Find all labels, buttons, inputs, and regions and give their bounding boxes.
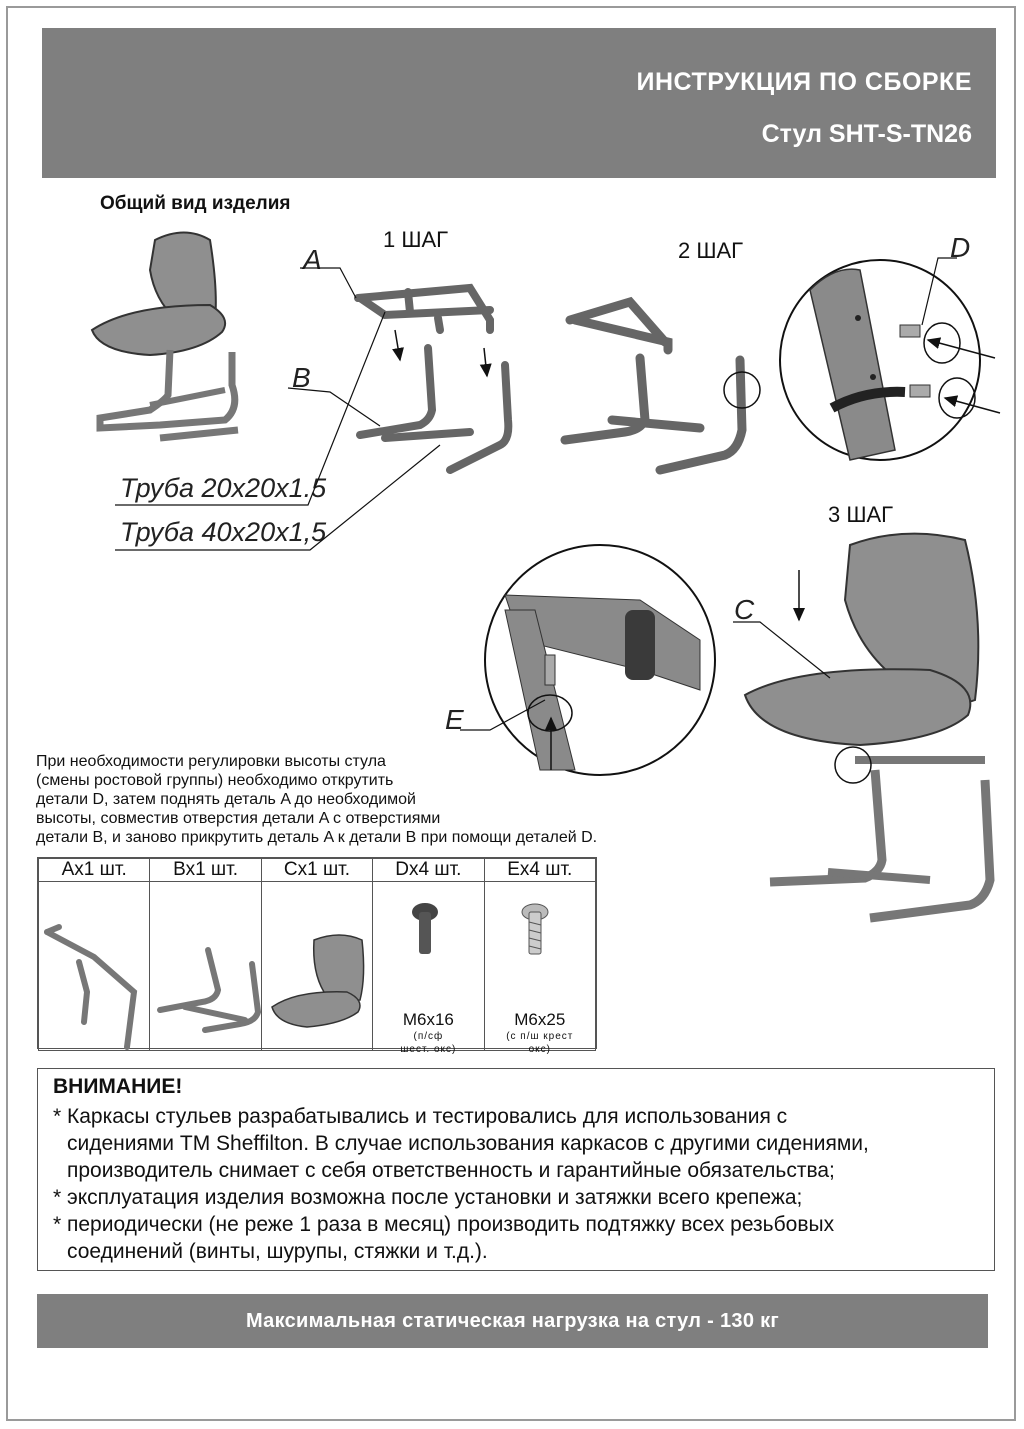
step1-frames-illustration: [358, 288, 508, 470]
part-d-desc: [373, 1030, 483, 1043]
callout-a: A: [303, 244, 322, 275]
note-line: детали B, и заново прикрутить деталь A к детали B при помощи деталей D.: [36, 829, 598, 846]
screw-d-icon: [373, 882, 480, 962]
warning-line: * Каркасы стульев разрабатывались и тестировались для использования с: [53, 1105, 788, 1128]
part-c-illustration: [262, 882, 369, 1050]
overview-label: Общий вид изделия: [100, 193, 291, 214]
tube-label-1: Труба 20х20х1.5: [120, 473, 327, 503]
callout-c: C: [734, 594, 755, 625]
height-adjustment-note: [36, 752, 736, 847]
leader-tube2: [115, 445, 440, 550]
product-name: Стул SHT-S-TN26: [761, 120, 972, 148]
parts-header-e: Ех4 шт.: [484, 859, 595, 882]
warning-line: * эксплуатация изделия возможна после установки и затяжки всего крепежа;: [53, 1186, 803, 1209]
warning-title: ВНИМАНИЕ!: [53, 1075, 183, 1098]
leader-b: [288, 388, 380, 426]
part-e-size: М6х25: [514, 1010, 566, 1029]
callout-b: B: [292, 362, 311, 393]
note-line: (смены ростовой группы) необходимо открутить: [36, 772, 394, 789]
part-e-desc-line1: (с п/ш крест: [506, 1031, 574, 1042]
step1-arrow-down-1: [395, 330, 400, 360]
part-d-size: М6х16: [402, 1010, 454, 1029]
part-e-desc: [485, 1030, 595, 1043]
callout-e: E: [445, 704, 464, 735]
part-e-cell: [485, 882, 595, 1055]
callout-d: D: [950, 232, 971, 263]
tube-label-2: Труба 40х20х1,5: [120, 517, 327, 547]
warning-line: * периодически (не реже 1 раза в месяц) производить подтяжку всех резьбовых: [53, 1213, 835, 1236]
part-c-cell: [262, 882, 372, 1050]
warning-line: сидениями ТМ Sheffilton. В случае использования каркасов с другими сидениями,: [67, 1132, 869, 1155]
parts-header-a: Ах1 шт.: [39, 859, 150, 882]
parts-header-b: Вх1 шт.: [150, 859, 261, 882]
step3-label: 3 ШАГ: [828, 502, 894, 527]
step3-detail-circle: [835, 747, 871, 783]
step1-label: 1 ШАГ: [383, 227, 449, 252]
note-line: детали D, затем поднять деталь A до необходимой: [36, 791, 416, 808]
warning-line: соединений (винты, шурупы, стяжки и т.д.).: [67, 1240, 488, 1263]
parts-header-d: Dх4 шт.: [373, 859, 484, 882]
part-b-cell: [150, 882, 260, 1050]
part-e-desc-line2: окс): [528, 1044, 551, 1055]
warning-box: [37, 1068, 995, 1271]
part-e-desc2: [485, 1043, 595, 1056]
parts-header-c: Сх1 шт.: [261, 859, 372, 882]
part-d-desc-line2: шест. окс): [400, 1044, 457, 1055]
parts-table: [37, 857, 597, 1055]
part-d-cell: [373, 882, 483, 1055]
part-a-cell: [39, 882, 149, 1050]
overview-chair-illustration: [92, 233, 238, 439]
screw-e-icon: [485, 882, 592, 962]
part-a-illustration: [39, 882, 145, 1050]
note-line: При необходимости регулировки высоты стула: [36, 753, 386, 770]
detail-e-zoom: [460, 545, 715, 775]
step1-arrow-down-2: [484, 348, 487, 376]
page-title: ИНСТРУКЦИЯ ПО СБОРКЕ: [636, 68, 972, 96]
part-b-illustration: [150, 882, 278, 1050]
warning-line: производитель снимает с себя ответственность и гарантийные обязательства;: [67, 1159, 835, 1182]
step2-label: 2 ШАГ: [678, 238, 744, 263]
note-line: высоты, совместив отверстия детали A с отверстиями: [36, 810, 441, 827]
step2-frame-illustration: [565, 302, 742, 470]
leader-c: [733, 622, 830, 678]
leader-a: [300, 268, 356, 298]
part-d-desc-line1: (п/сф: [413, 1031, 444, 1042]
detail-d-zoom: [780, 258, 1000, 460]
part-d-desc2: [373, 1043, 483, 1056]
part-e-spec: [485, 1010, 595, 1030]
max-load-banner: Максимальная статическая нагрузка на стул - 130 кг: [37, 1294, 988, 1348]
part-d-spec: [373, 1010, 483, 1030]
